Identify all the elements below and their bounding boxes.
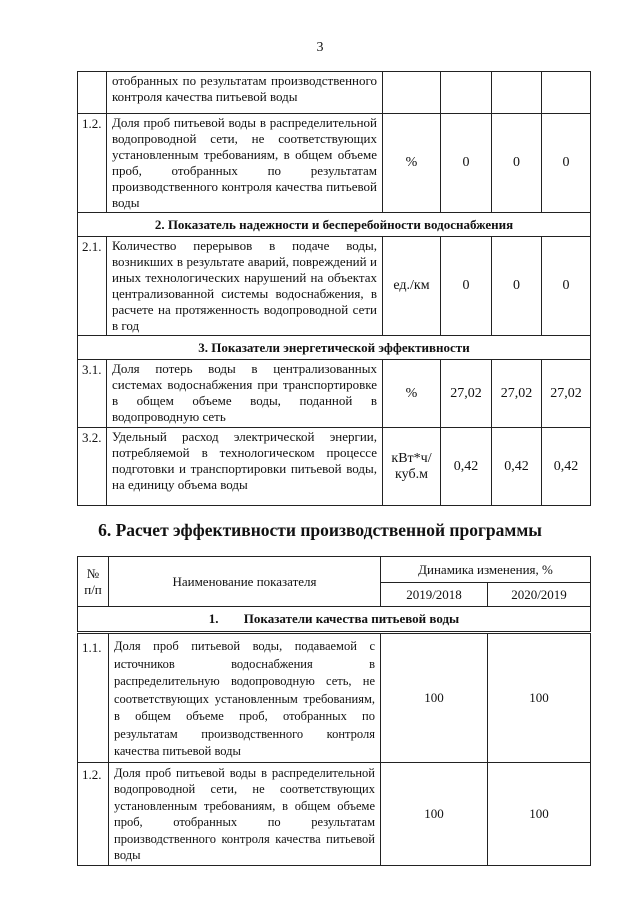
value-cell: 27,02 [441,360,492,428]
table-row [78,762,591,865]
table-row [78,360,591,428]
unit-cell: ед./км [383,237,441,336]
indicator-description: Доля проб питьевой воды, подаваемой с источников водоснабжения в распределительную водопроводную сеть, не соответствующих установленным требованиям, в общем объеме проб, отобранных по результатам производственного контроля качества питьевой воды [109,633,381,763]
table-row [78,633,591,763]
section-title: 2. Показатель надежности и бесперебойности водоснабжения [78,213,591,237]
value-cell [542,72,591,114]
header-row [78,557,591,583]
indicator-description: Доля проб питьевой воды в распределительной водопроводной сети, не соответствующих установленным требованиям, в общем объеме проб, отобранных по результатам производственного контроля качества питьевой воды [109,762,381,865]
indicator-description: Количество перерывов в подаче воды, возникших в результате аварий, повреждений и иных технологических нарушений на объектах централизованной системы водоснабжения, в расчете на протяженность водопроводной сети в год [107,237,383,336]
value-cell: 27,02 [492,360,542,428]
row-number: 3.1. [78,360,107,428]
section-row [78,213,591,237]
section-number: 1. [208,611,219,626]
value-cell: 0,42 [542,428,591,506]
row-number: 2.1. [78,237,107,336]
value-cell: 0 [492,114,542,213]
table-row [78,114,591,213]
value-cell: 0 [542,237,591,336]
header-col-2020-2019: 2020/2019 [488,583,591,607]
value-cell: 0 [542,114,591,213]
value-cell: 100 [381,633,488,763]
value-cell: 27,02 [542,360,591,428]
table-row [78,428,591,506]
value-cell: 0 [492,237,542,336]
value-cell: 100 [488,633,591,763]
unit-cell: кВт*ч/ куб.м [383,428,441,506]
header-num: № п/п [78,557,109,607]
efficiency-table [77,556,591,866]
value-cell [441,72,492,114]
section-row [78,607,591,633]
value-cell: 0 [441,237,492,336]
section-title: 3. Показатели энергетической эффективности [78,336,591,360]
indicator-description: Удельный расход электрической энергии, потребляемой в технологическом процессе подготовки и транспортировки питьевой воды, на единицу объема воды [107,428,383,506]
unit-cell: % [383,360,441,428]
indicator-description: отобранных по результатам производственного контроля качества питьевой воды [107,72,383,114]
table-row [78,237,591,336]
section-title [78,607,591,633]
header-name: Наименование показателя [109,557,381,607]
table-row [78,72,591,114]
header-dynamics: Динамика изменения, % [381,557,591,583]
header-col-2019-2018: 2019/2018 [381,583,488,607]
unit-cell: % [383,114,441,213]
row-number [78,72,107,114]
row-number: 1.2. [78,114,107,213]
section-name: Показатели качества питьевой воды [243,611,460,626]
value-cell: 100 [381,762,488,865]
page-number: 3 [316,40,324,55]
row-number: 3.2. [78,428,107,506]
row-number: 1.1. [78,633,109,763]
indicator-description: Доля проб питьевой воды в распределительной водопроводной сети, не соответствующих установленным требованиям, в общем объеме проб, отобранных по результатам производственного контроля качества питьевой воды [107,114,383,213]
indicators-table [77,71,591,506]
indicator-description: Доля потерь воды в централизованных системах водоснабжения при транспортировке в общем объеме воды, поданной в водопроводную сеть [107,360,383,428]
value-cell: 0,42 [492,428,542,506]
value-cell: 0 [441,114,492,213]
unit-cell [383,72,441,114]
value-cell: 0,42 [441,428,492,506]
row-number: 1.2. [78,762,109,865]
value-cell: 100 [488,762,591,865]
section-heading: 6. Расчет эффективности производственной программы [98,520,542,540]
section-row [78,336,591,360]
value-cell [492,72,542,114]
